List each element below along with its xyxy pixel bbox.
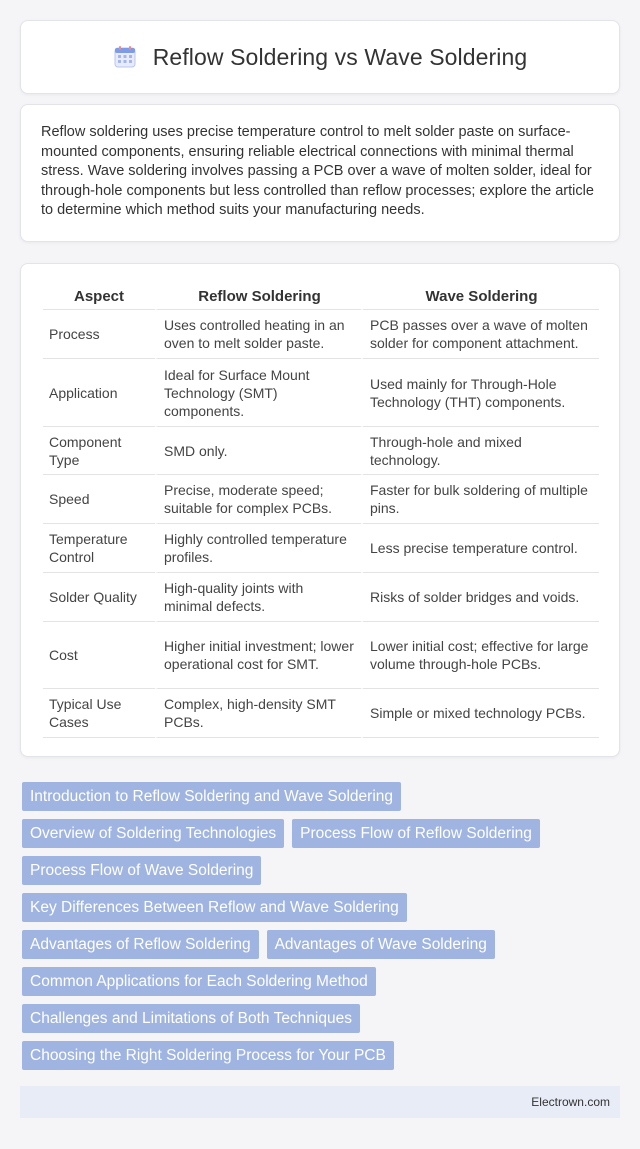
table-cell-wave: Lower initial cost; effective for large volume through-hole PCBs. <box>361 622 599 689</box>
column-header-wave: Wave Soldering <box>361 282 599 310</box>
table-cell-reflow: Uses controlled heating in an oven to melt solder paste. <box>155 310 361 359</box>
table-cell-wave: Risks of solder bridges and voids. <box>361 573 599 622</box>
topic-row <box>22 967 622 996</box>
footer <box>20 1086 620 1118</box>
header <box>113 44 528 71</box>
intro-card <box>20 104 620 242</box>
table-cell-reflow: Complex, high-density SMT PCBs. <box>155 689 361 738</box>
topic-row <box>22 856 622 885</box>
table-cell-reflow: Ideal for Surface Mount Technology (SMT) components. <box>155 359 361 427</box>
table-cell-wave: Faster for bulk soldering of multiple pins. <box>361 475 599 524</box>
table-cell-wave: Through-hole and mixed technology. <box>361 427 599 475</box>
topic-link-applications[interactable]: Common Applications for Each Soldering Method <box>22 967 376 996</box>
table-cell-aspect: Solder Quality <box>43 573 155 622</box>
header-card <box>20 20 620 94</box>
calendar-icon <box>113 45 137 69</box>
topic-link-challenges[interactable]: Challenges and Limitations of Both Techniques <box>22 1004 360 1033</box>
table-row <box>43 573 599 622</box>
table-row <box>43 475 599 524</box>
table-row <box>43 689 599 738</box>
topic-link-introduction[interactable]: Introduction to Reflow Soldering and Wave Soldering <box>22 782 401 811</box>
topic-row <box>22 782 622 811</box>
table-row <box>43 427 599 475</box>
table-cell-aspect: Process <box>43 310 155 359</box>
topic-row <box>22 819 622 848</box>
table-cell-aspect: Speed <box>43 475 155 524</box>
table-cell-reflow: High-quality joints with minimal defects. <box>155 573 361 622</box>
table-cell-wave: PCB passes over a wave of molten solder for component attachment. <box>361 310 599 359</box>
topic-row <box>22 1004 622 1033</box>
column-header-reflow: Reflow Soldering <box>155 282 361 310</box>
table-cell-reflow: Highly controlled temperature profiles. <box>155 524 361 573</box>
table-row <box>43 524 599 573</box>
related-topics <box>22 782 622 1078</box>
topic-link-choosing[interactable]: Choosing the Right Soldering Process for Your PCB <box>22 1041 394 1070</box>
column-header-aspect: Aspect <box>43 282 155 310</box>
table-cell-reflow: SMD only. <box>155 427 361 475</box>
topic-link-key-differences[interactable]: Key Differences Between Reflow and Wave Soldering <box>22 893 407 922</box>
table-header-row <box>43 282 599 310</box>
topic-link-reflow-process[interactable]: Process Flow of Reflow Soldering <box>292 819 540 848</box>
page-title: Reflow Soldering vs Wave Soldering <box>152 43 528 70</box>
topic-link-overview[interactable]: Overview of Soldering Technologies <box>22 819 284 848</box>
table-cell-wave: Simple or mixed technology PCBs. <box>361 689 599 738</box>
table-cell-aspect: Application <box>43 359 155 427</box>
topic-link-reflow-advantages[interactable]: Advantages of Reflow Soldering <box>22 930 259 959</box>
topic-link-wave-advantages[interactable]: Advantages of Wave Soldering <box>267 930 495 959</box>
comparison-table <box>43 282 599 738</box>
table-row <box>43 310 599 359</box>
table-cell-wave: Used mainly for Through-Hole Technology (THT) components. <box>361 359 599 427</box>
footer-source[interactable]: Electrown.com <box>531 1095 610 1109</box>
table-row <box>43 622 599 689</box>
topic-link-wave-process[interactable]: Process Flow of Wave Soldering <box>22 856 261 885</box>
table-cell-aspect: Component Type <box>43 427 155 475</box>
comparison-card <box>20 263 620 757</box>
topic-row <box>22 930 622 959</box>
table-cell-wave: Less precise temperature control. <box>361 524 599 573</box>
topic-row <box>22 1041 622 1070</box>
table-cell-reflow: Precise, moderate speed; suitable for complex PCBs. <box>155 475 361 524</box>
table-cell-reflow: Higher initial investment; lower operational cost for SMT. <box>155 622 361 689</box>
table-cell-aspect: Cost <box>43 622 155 689</box>
table-cell-aspect: Typical Use Cases <box>43 689 155 738</box>
table-row <box>43 359 599 427</box>
table-cell-aspect: Temperature Control <box>43 524 155 573</box>
intro-paragraph: Reflow soldering uses precise temperature control to melt solder paste on surface-mounted components, ensuring reliable electrical connections with minimal thermal stress. Wave soldering involves passing a PCB over a wave of molten solder, ideal for through-hole components but less controlled than reflow processes; explore the article to determine which method suits your manufacturing needs. <box>41 124 594 218</box>
topic-row <box>22 893 622 922</box>
